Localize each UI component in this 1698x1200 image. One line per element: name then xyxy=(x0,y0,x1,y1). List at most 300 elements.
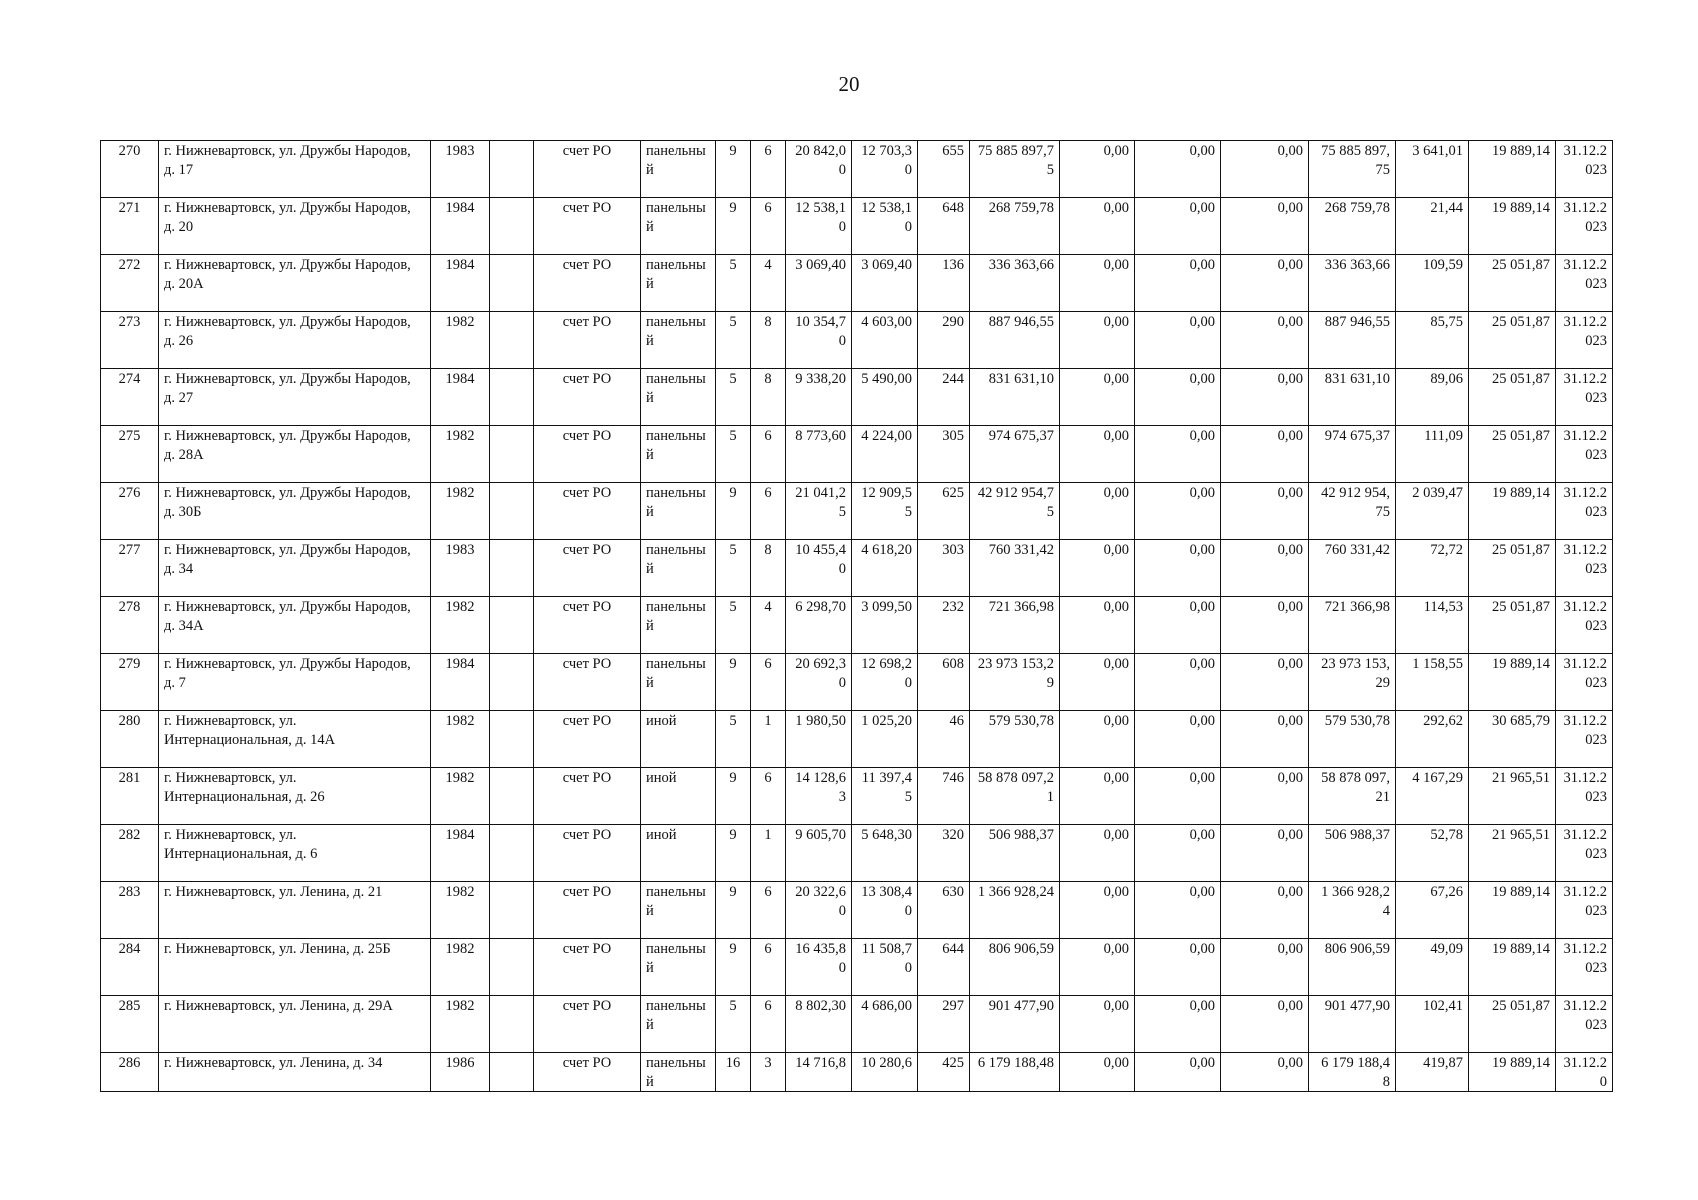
cell-entrances: 4 xyxy=(751,597,786,654)
cell-living-area: 12 909,55 xyxy=(852,483,918,540)
cell-regional-funds: 0,00 xyxy=(1135,426,1221,483)
table-row xyxy=(101,141,1613,198)
cell-address: г. Нижневартовск, ул. Ленина, д. 34 xyxy=(159,1053,431,1092)
cell-entrances: 6 xyxy=(751,483,786,540)
cell-owners-funds: 58 878 097,21 xyxy=(1309,768,1396,825)
cell-row-number: 275 xyxy=(101,426,159,483)
cell-empty xyxy=(490,825,534,882)
cell-fund-method: счет РО xyxy=(534,711,641,768)
cell-total-area: 1 980,50 xyxy=(786,711,852,768)
cell-empty xyxy=(490,426,534,483)
cell-regional-funds: 0,00 xyxy=(1135,711,1221,768)
cell-living-area: 13 308,40 xyxy=(852,882,918,939)
cell-entrances: 6 xyxy=(751,882,786,939)
cell-wall-material: иной xyxy=(641,768,716,825)
cell-owners-funds: 336 363,66 xyxy=(1309,255,1396,312)
cell-row-number: 282 xyxy=(101,825,159,882)
cell-total-cost: 887 946,55 xyxy=(970,312,1060,369)
cell-municipal-funds: 0,00 xyxy=(1221,939,1309,996)
cell-wall-material: панельный xyxy=(641,597,716,654)
cell-total-area: 14 128,63 xyxy=(786,768,852,825)
cell-entrances: 8 xyxy=(751,540,786,597)
cell-year-built: 1983 xyxy=(431,540,490,597)
cell-year-built: 1984 xyxy=(431,825,490,882)
cell-regional-funds: 0,00 xyxy=(1135,540,1221,597)
cell-residents: 46 xyxy=(918,711,970,768)
cell-owners-funds: 506 988,37 xyxy=(1309,825,1396,882)
cell-deadline: 31.12.2023 xyxy=(1556,426,1613,483)
cell-unit-cost: 72,72 xyxy=(1396,540,1469,597)
cell-empty xyxy=(490,654,534,711)
cell-regional-funds: 0,00 xyxy=(1135,369,1221,426)
cell-entrances: 6 xyxy=(751,654,786,711)
cell-year-built: 1982 xyxy=(431,882,490,939)
cell-row-number: 271 xyxy=(101,198,159,255)
cell-federal-funds: 0,00 xyxy=(1060,711,1135,768)
cell-deadline: 31.12.2023 xyxy=(1556,312,1613,369)
cell-entrances: 6 xyxy=(751,939,786,996)
cell-empty xyxy=(490,369,534,426)
cell-max-unit-cost: 25 051,87 xyxy=(1469,312,1556,369)
table-row xyxy=(101,825,1613,882)
cell-address: г. Нижневартовск, ул. Дружбы Народов, д. 20А xyxy=(159,255,431,312)
cell-address: г. Нижневартовск, ул. Ленина, д. 21 xyxy=(159,882,431,939)
cell-deadline: 31.12.2023 xyxy=(1556,882,1613,939)
cell-address: г. Нижневартовск, ул. Интернациональная, д. 26 xyxy=(159,768,431,825)
table-row xyxy=(101,939,1613,996)
cell-fund-method: счет РО xyxy=(534,483,641,540)
cell-deadline: 31.12.2023 xyxy=(1556,540,1613,597)
cell-federal-funds: 0,00 xyxy=(1060,198,1135,255)
cell-address: г. Нижневартовск, ул. Интернациональная, д. 14А xyxy=(159,711,431,768)
cell-deadline: 31.12.2023 xyxy=(1556,369,1613,426)
cell-unit-cost: 21,44 xyxy=(1396,198,1469,255)
cell-municipal-funds: 0,00 xyxy=(1221,141,1309,198)
cell-total-area: 10 455,40 xyxy=(786,540,852,597)
cell-living-area: 4 686,00 xyxy=(852,996,918,1053)
cell-max-unit-cost: 25 051,87 xyxy=(1469,369,1556,426)
cell-floors: 9 xyxy=(716,654,751,711)
cell-deadline: 31.12.2023 xyxy=(1556,768,1613,825)
cell-empty xyxy=(490,483,534,540)
cell-row-number: 284 xyxy=(101,939,159,996)
cell-max-unit-cost: 19 889,14 xyxy=(1469,141,1556,198)
cell-regional-funds: 0,00 xyxy=(1135,996,1221,1053)
cell-living-area: 4 618,20 xyxy=(852,540,918,597)
cell-owners-funds: 75 885 897,75 xyxy=(1309,141,1396,198)
cell-unit-cost: 109,59 xyxy=(1396,255,1469,312)
cell-max-unit-cost: 25 051,87 xyxy=(1469,426,1556,483)
cell-municipal-funds: 0,00 xyxy=(1221,426,1309,483)
cell-entrances: 8 xyxy=(751,369,786,426)
cell-regional-funds: 0,00 xyxy=(1135,1053,1221,1092)
cell-living-area: 4 224,00 xyxy=(852,426,918,483)
cell-empty xyxy=(490,882,534,939)
cell-floors: 9 xyxy=(716,825,751,882)
cell-total-area: 20 322,60 xyxy=(786,882,852,939)
cell-max-unit-cost: 19 889,14 xyxy=(1469,654,1556,711)
cell-deadline: 31.12.20 xyxy=(1556,1053,1613,1092)
cell-federal-funds: 0,00 xyxy=(1060,996,1135,1053)
cell-total-cost: 6 179 188,48 xyxy=(970,1053,1060,1092)
cell-floors: 16 xyxy=(716,1053,751,1092)
page-number: 20 xyxy=(838,72,860,96)
cell-floors: 9 xyxy=(716,483,751,540)
cell-max-unit-cost: 19 889,14 xyxy=(1469,882,1556,939)
cell-empty xyxy=(490,255,534,312)
cell-deadline: 31.12.2023 xyxy=(1556,996,1613,1053)
cell-entrances: 1 xyxy=(751,711,786,768)
cell-row-number: 278 xyxy=(101,597,159,654)
cell-fund-method: счет РО xyxy=(534,141,641,198)
cell-residents: 648 xyxy=(918,198,970,255)
cell-fund-method: счет РО xyxy=(534,597,641,654)
cell-empty xyxy=(490,312,534,369)
cell-year-built: 1982 xyxy=(431,711,490,768)
table-row xyxy=(101,312,1613,369)
cell-residents: 136 xyxy=(918,255,970,312)
cell-regional-funds: 0,00 xyxy=(1135,939,1221,996)
table-row xyxy=(101,198,1613,255)
cell-wall-material: панельный xyxy=(641,939,716,996)
cell-fund-method: счет РО xyxy=(534,768,641,825)
cell-regional-funds: 0,00 xyxy=(1135,198,1221,255)
cell-owners-funds: 887 946,55 xyxy=(1309,312,1396,369)
cell-residents: 630 xyxy=(918,882,970,939)
cell-address: г. Нижневартовск, ул. Дружбы Народов, д. 20 xyxy=(159,198,431,255)
cell-max-unit-cost: 25 051,87 xyxy=(1469,540,1556,597)
cell-owners-funds: 1 366 928,24 xyxy=(1309,882,1396,939)
cell-entrances: 6 xyxy=(751,768,786,825)
cell-entrances: 6 xyxy=(751,141,786,198)
cell-floors: 9 xyxy=(716,141,751,198)
cell-total-area: 20 842,00 xyxy=(786,141,852,198)
cell-unit-cost: 102,41 xyxy=(1396,996,1469,1053)
cell-living-area: 4 603,00 xyxy=(852,312,918,369)
cell-year-built: 1982 xyxy=(431,996,490,1053)
table-row xyxy=(101,711,1613,768)
cell-residents: 608 xyxy=(918,654,970,711)
cell-wall-material: панельный xyxy=(641,141,716,198)
table-row xyxy=(101,597,1613,654)
cell-unit-cost: 49,09 xyxy=(1396,939,1469,996)
cell-residents: 232 xyxy=(918,597,970,654)
cell-fund-method: счет РО xyxy=(534,882,641,939)
cell-year-built: 1984 xyxy=(431,369,490,426)
cell-entrances: 3 xyxy=(751,1053,786,1092)
cell-entrances: 4 xyxy=(751,255,786,312)
table-row xyxy=(101,996,1613,1053)
cell-living-area: 12 703,30 xyxy=(852,141,918,198)
cell-unit-cost: 4 167,29 xyxy=(1396,768,1469,825)
cell-total-cost: 268 759,78 xyxy=(970,198,1060,255)
cell-floors: 5 xyxy=(716,312,751,369)
cell-federal-funds: 0,00 xyxy=(1060,654,1135,711)
cell-address: г. Нижневартовск, ул. Дружбы Народов, д. 7 xyxy=(159,654,431,711)
cell-total-cost: 1 366 928,24 xyxy=(970,882,1060,939)
cell-total-cost: 901 477,90 xyxy=(970,996,1060,1053)
cell-federal-funds: 0,00 xyxy=(1060,141,1135,198)
cell-residents: 746 xyxy=(918,768,970,825)
cell-total-area: 10 354,70 xyxy=(786,312,852,369)
cell-year-built: 1982 xyxy=(431,597,490,654)
cell-total-cost: 974 675,37 xyxy=(970,426,1060,483)
cell-address: г. Нижневартовск, ул. Ленина, д. 25Б xyxy=(159,939,431,996)
cell-row-number: 270 xyxy=(101,141,159,198)
cell-wall-material: панельный xyxy=(641,426,716,483)
cell-floors: 5 xyxy=(716,996,751,1053)
cell-unit-cost: 89,06 xyxy=(1396,369,1469,426)
cell-regional-funds: 0,00 xyxy=(1135,882,1221,939)
cell-max-unit-cost: 19 889,14 xyxy=(1469,198,1556,255)
cell-unit-cost: 3 641,01 xyxy=(1396,141,1469,198)
cell-row-number: 274 xyxy=(101,369,159,426)
cell-unit-cost: 52,78 xyxy=(1396,825,1469,882)
cell-empty xyxy=(490,1053,534,1092)
cell-residents: 244 xyxy=(918,369,970,426)
cell-empty xyxy=(490,996,534,1053)
cell-residents: 320 xyxy=(918,825,970,882)
cell-unit-cost: 292,62 xyxy=(1396,711,1469,768)
cell-wall-material: панельный xyxy=(641,255,716,312)
table-row xyxy=(101,369,1613,426)
cell-municipal-funds: 0,00 xyxy=(1221,1053,1309,1092)
cell-wall-material: иной xyxy=(641,711,716,768)
cell-living-area: 1 025,20 xyxy=(852,711,918,768)
cell-wall-material: панельный xyxy=(641,654,716,711)
cell-total-area: 21 041,25 xyxy=(786,483,852,540)
cell-regional-funds: 0,00 xyxy=(1135,141,1221,198)
cell-residents: 303 xyxy=(918,540,970,597)
houses-registry-table xyxy=(100,140,1613,1092)
cell-total-area: 6 298,70 xyxy=(786,597,852,654)
cell-total-cost: 721 366,98 xyxy=(970,597,1060,654)
cell-address: г. Нижневартовск, ул. Дружбы Народов, д. 26 xyxy=(159,312,431,369)
cell-row-number: 276 xyxy=(101,483,159,540)
table-body xyxy=(101,141,1613,1092)
cell-floors: 5 xyxy=(716,540,751,597)
cell-row-number: 280 xyxy=(101,711,159,768)
cell-row-number: 272 xyxy=(101,255,159,312)
cell-row-number: 286 xyxy=(101,1053,159,1092)
cell-year-built: 1984 xyxy=(431,654,490,711)
cell-empty xyxy=(490,198,534,255)
cell-living-area: 5 490,00 xyxy=(852,369,918,426)
cell-empty xyxy=(490,768,534,825)
cell-address: г. Нижневартовск, ул. Дружбы Народов, д. 34 xyxy=(159,540,431,597)
cell-federal-funds: 0,00 xyxy=(1060,597,1135,654)
cell-address: г. Нижневартовск, ул. Дружбы Народов, д. 28А xyxy=(159,426,431,483)
cell-total-area: 9 605,70 xyxy=(786,825,852,882)
cell-federal-funds: 0,00 xyxy=(1060,939,1135,996)
cell-federal-funds: 0,00 xyxy=(1060,426,1135,483)
cell-total-cost: 760 331,42 xyxy=(970,540,1060,597)
cell-empty xyxy=(490,711,534,768)
cell-living-area: 3 099,50 xyxy=(852,597,918,654)
cell-row-number: 281 xyxy=(101,768,159,825)
cell-year-built: 1983 xyxy=(431,141,490,198)
cell-floors: 9 xyxy=(716,939,751,996)
cell-total-area: 8 773,60 xyxy=(786,426,852,483)
cell-row-number: 279 xyxy=(101,654,159,711)
cell-deadline: 31.12.2023 xyxy=(1556,597,1613,654)
cell-row-number: 273 xyxy=(101,312,159,369)
cell-municipal-funds: 0,00 xyxy=(1221,882,1309,939)
cell-address: г. Нижневартовск, ул. Ленина, д. 29А xyxy=(159,996,431,1053)
cell-living-area: 11 397,45 xyxy=(852,768,918,825)
cell-total-cost: 23 973 153,29 xyxy=(970,654,1060,711)
cell-deadline: 31.12.2023 xyxy=(1556,711,1613,768)
cell-municipal-funds: 0,00 xyxy=(1221,768,1309,825)
cell-row-number: 285 xyxy=(101,996,159,1053)
cell-residents: 655 xyxy=(918,141,970,198)
cell-fund-method: счет РО xyxy=(534,939,641,996)
cell-max-unit-cost: 25 051,87 xyxy=(1469,996,1556,1053)
cell-residents: 297 xyxy=(918,996,970,1053)
cell-deadline: 31.12.2023 xyxy=(1556,255,1613,312)
cell-floors: 5 xyxy=(716,255,751,312)
cell-wall-material: панельный xyxy=(641,369,716,426)
table-row xyxy=(101,540,1613,597)
cell-unit-cost: 85,75 xyxy=(1396,312,1469,369)
cell-municipal-funds: 0,00 xyxy=(1221,198,1309,255)
cell-owners-funds: 721 366,98 xyxy=(1309,597,1396,654)
cell-federal-funds: 0,00 xyxy=(1060,882,1135,939)
cell-owners-funds: 23 973 153,29 xyxy=(1309,654,1396,711)
cell-address: г. Нижневартовск, ул. Дружбы Народов, д. 17 xyxy=(159,141,431,198)
cell-row-number: 283 xyxy=(101,882,159,939)
cell-living-area: 12 538,10 xyxy=(852,198,918,255)
cell-owners-funds: 806 906,59 xyxy=(1309,939,1396,996)
cell-floors: 5 xyxy=(716,597,751,654)
cell-wall-material: панельный xyxy=(641,882,716,939)
cell-unit-cost: 1 158,55 xyxy=(1396,654,1469,711)
cell-municipal-funds: 0,00 xyxy=(1221,312,1309,369)
table-row xyxy=(101,768,1613,825)
cell-living-area: 3 069,40 xyxy=(852,255,918,312)
cell-residents: 425 xyxy=(918,1053,970,1092)
cell-deadline: 31.12.2023 xyxy=(1556,939,1613,996)
cell-owners-funds: 579 530,78 xyxy=(1309,711,1396,768)
cell-wall-material: иной xyxy=(641,825,716,882)
cell-entrances: 8 xyxy=(751,312,786,369)
cell-municipal-funds: 0,00 xyxy=(1221,654,1309,711)
cell-floors: 9 xyxy=(716,882,751,939)
cell-max-unit-cost: 21 965,51 xyxy=(1469,825,1556,882)
cell-unit-cost: 419,87 xyxy=(1396,1053,1469,1092)
cell-federal-funds: 0,00 xyxy=(1060,255,1135,312)
cell-year-built: 1982 xyxy=(431,939,490,996)
cell-address: г. Нижневартовск, ул. Дружбы Народов, д. 27 xyxy=(159,369,431,426)
cell-municipal-funds: 0,00 xyxy=(1221,711,1309,768)
cell-unit-cost: 114,53 xyxy=(1396,597,1469,654)
cell-floors: 5 xyxy=(716,369,751,426)
cell-year-built: 1982 xyxy=(431,312,490,369)
cell-regional-funds: 0,00 xyxy=(1135,483,1221,540)
cell-max-unit-cost: 25 051,87 xyxy=(1469,597,1556,654)
cell-address: г. Нижневартовск, ул. Дружбы Народов, д. 30Б xyxy=(159,483,431,540)
cell-deadline: 31.12.2023 xyxy=(1556,483,1613,540)
cell-federal-funds: 0,00 xyxy=(1060,768,1135,825)
cell-municipal-funds: 0,00 xyxy=(1221,255,1309,312)
cell-owners-funds: 901 477,90 xyxy=(1309,996,1396,1053)
cell-federal-funds: 0,00 xyxy=(1060,369,1135,426)
cell-max-unit-cost: 19 889,14 xyxy=(1469,483,1556,540)
cell-deadline: 31.12.2023 xyxy=(1556,654,1613,711)
cell-regional-funds: 0,00 xyxy=(1135,312,1221,369)
cell-living-area: 12 698,20 xyxy=(852,654,918,711)
cell-federal-funds: 0,00 xyxy=(1060,825,1135,882)
cell-empty xyxy=(490,939,534,996)
cell-max-unit-cost: 19 889,14 xyxy=(1469,1053,1556,1092)
cell-deadline: 31.12.2023 xyxy=(1556,825,1613,882)
cell-total-cost: 506 988,37 xyxy=(970,825,1060,882)
cell-residents: 290 xyxy=(918,312,970,369)
cell-address: г. Нижневартовск, ул. Интернациональная, д. 6 xyxy=(159,825,431,882)
table-row xyxy=(101,483,1613,540)
cell-federal-funds: 0,00 xyxy=(1060,312,1135,369)
cell-floors: 9 xyxy=(716,198,751,255)
cell-living-area: 5 648,30 xyxy=(852,825,918,882)
cell-municipal-funds: 0,00 xyxy=(1221,483,1309,540)
cell-regional-funds: 0,00 xyxy=(1135,768,1221,825)
cell-fund-method: счет РО xyxy=(534,996,641,1053)
cell-regional-funds: 0,00 xyxy=(1135,654,1221,711)
table-row xyxy=(101,1053,1613,1092)
cell-owners-funds: 760 331,42 xyxy=(1309,540,1396,597)
cell-entrances: 6 xyxy=(751,426,786,483)
cell-address: г. Нижневартовск, ул. Дружбы Народов, д. 34А xyxy=(159,597,431,654)
cell-total-cost: 579 530,78 xyxy=(970,711,1060,768)
cell-year-built: 1986 xyxy=(431,1053,490,1092)
cell-federal-funds: 0,00 xyxy=(1060,1053,1135,1092)
cell-owners-funds: 6 179 188,48 xyxy=(1309,1053,1396,1092)
cell-empty xyxy=(490,540,534,597)
cell-total-area: 8 802,30 xyxy=(786,996,852,1053)
cell-fund-method: счет РО xyxy=(534,654,641,711)
cell-municipal-funds: 0,00 xyxy=(1221,369,1309,426)
cell-wall-material: панельный xyxy=(641,198,716,255)
cell-deadline: 31.12.2023 xyxy=(1556,198,1613,255)
cell-unit-cost: 67,26 xyxy=(1396,882,1469,939)
cell-fund-method: счет РО xyxy=(534,198,641,255)
cell-total-cost: 75 885 897,75 xyxy=(970,141,1060,198)
cell-residents: 305 xyxy=(918,426,970,483)
cell-owners-funds: 268 759,78 xyxy=(1309,198,1396,255)
cell-total-cost: 42 912 954,75 xyxy=(970,483,1060,540)
cell-fund-method: счет РО xyxy=(534,426,641,483)
cell-total-area: 12 538,10 xyxy=(786,198,852,255)
cell-fund-method: счет РО xyxy=(534,1053,641,1092)
cell-federal-funds: 0,00 xyxy=(1060,540,1135,597)
cell-max-unit-cost: 25 051,87 xyxy=(1469,255,1556,312)
cell-max-unit-cost: 19 889,14 xyxy=(1469,939,1556,996)
cell-municipal-funds: 0,00 xyxy=(1221,540,1309,597)
cell-wall-material: панельный xyxy=(641,1053,716,1092)
cell-residents: 625 xyxy=(918,483,970,540)
cell-floors: 5 xyxy=(716,711,751,768)
cell-year-built: 1982 xyxy=(431,483,490,540)
cell-unit-cost: 2 039,47 xyxy=(1396,483,1469,540)
table-row xyxy=(101,882,1613,939)
cell-total-area: 20 692,30 xyxy=(786,654,852,711)
cell-total-cost: 58 878 097,21 xyxy=(970,768,1060,825)
cell-municipal-funds: 0,00 xyxy=(1221,996,1309,1053)
cell-regional-funds: 0,00 xyxy=(1135,255,1221,312)
cell-regional-funds: 0,00 xyxy=(1135,825,1221,882)
cell-entrances: 6 xyxy=(751,198,786,255)
cell-total-area: 9 338,20 xyxy=(786,369,852,426)
